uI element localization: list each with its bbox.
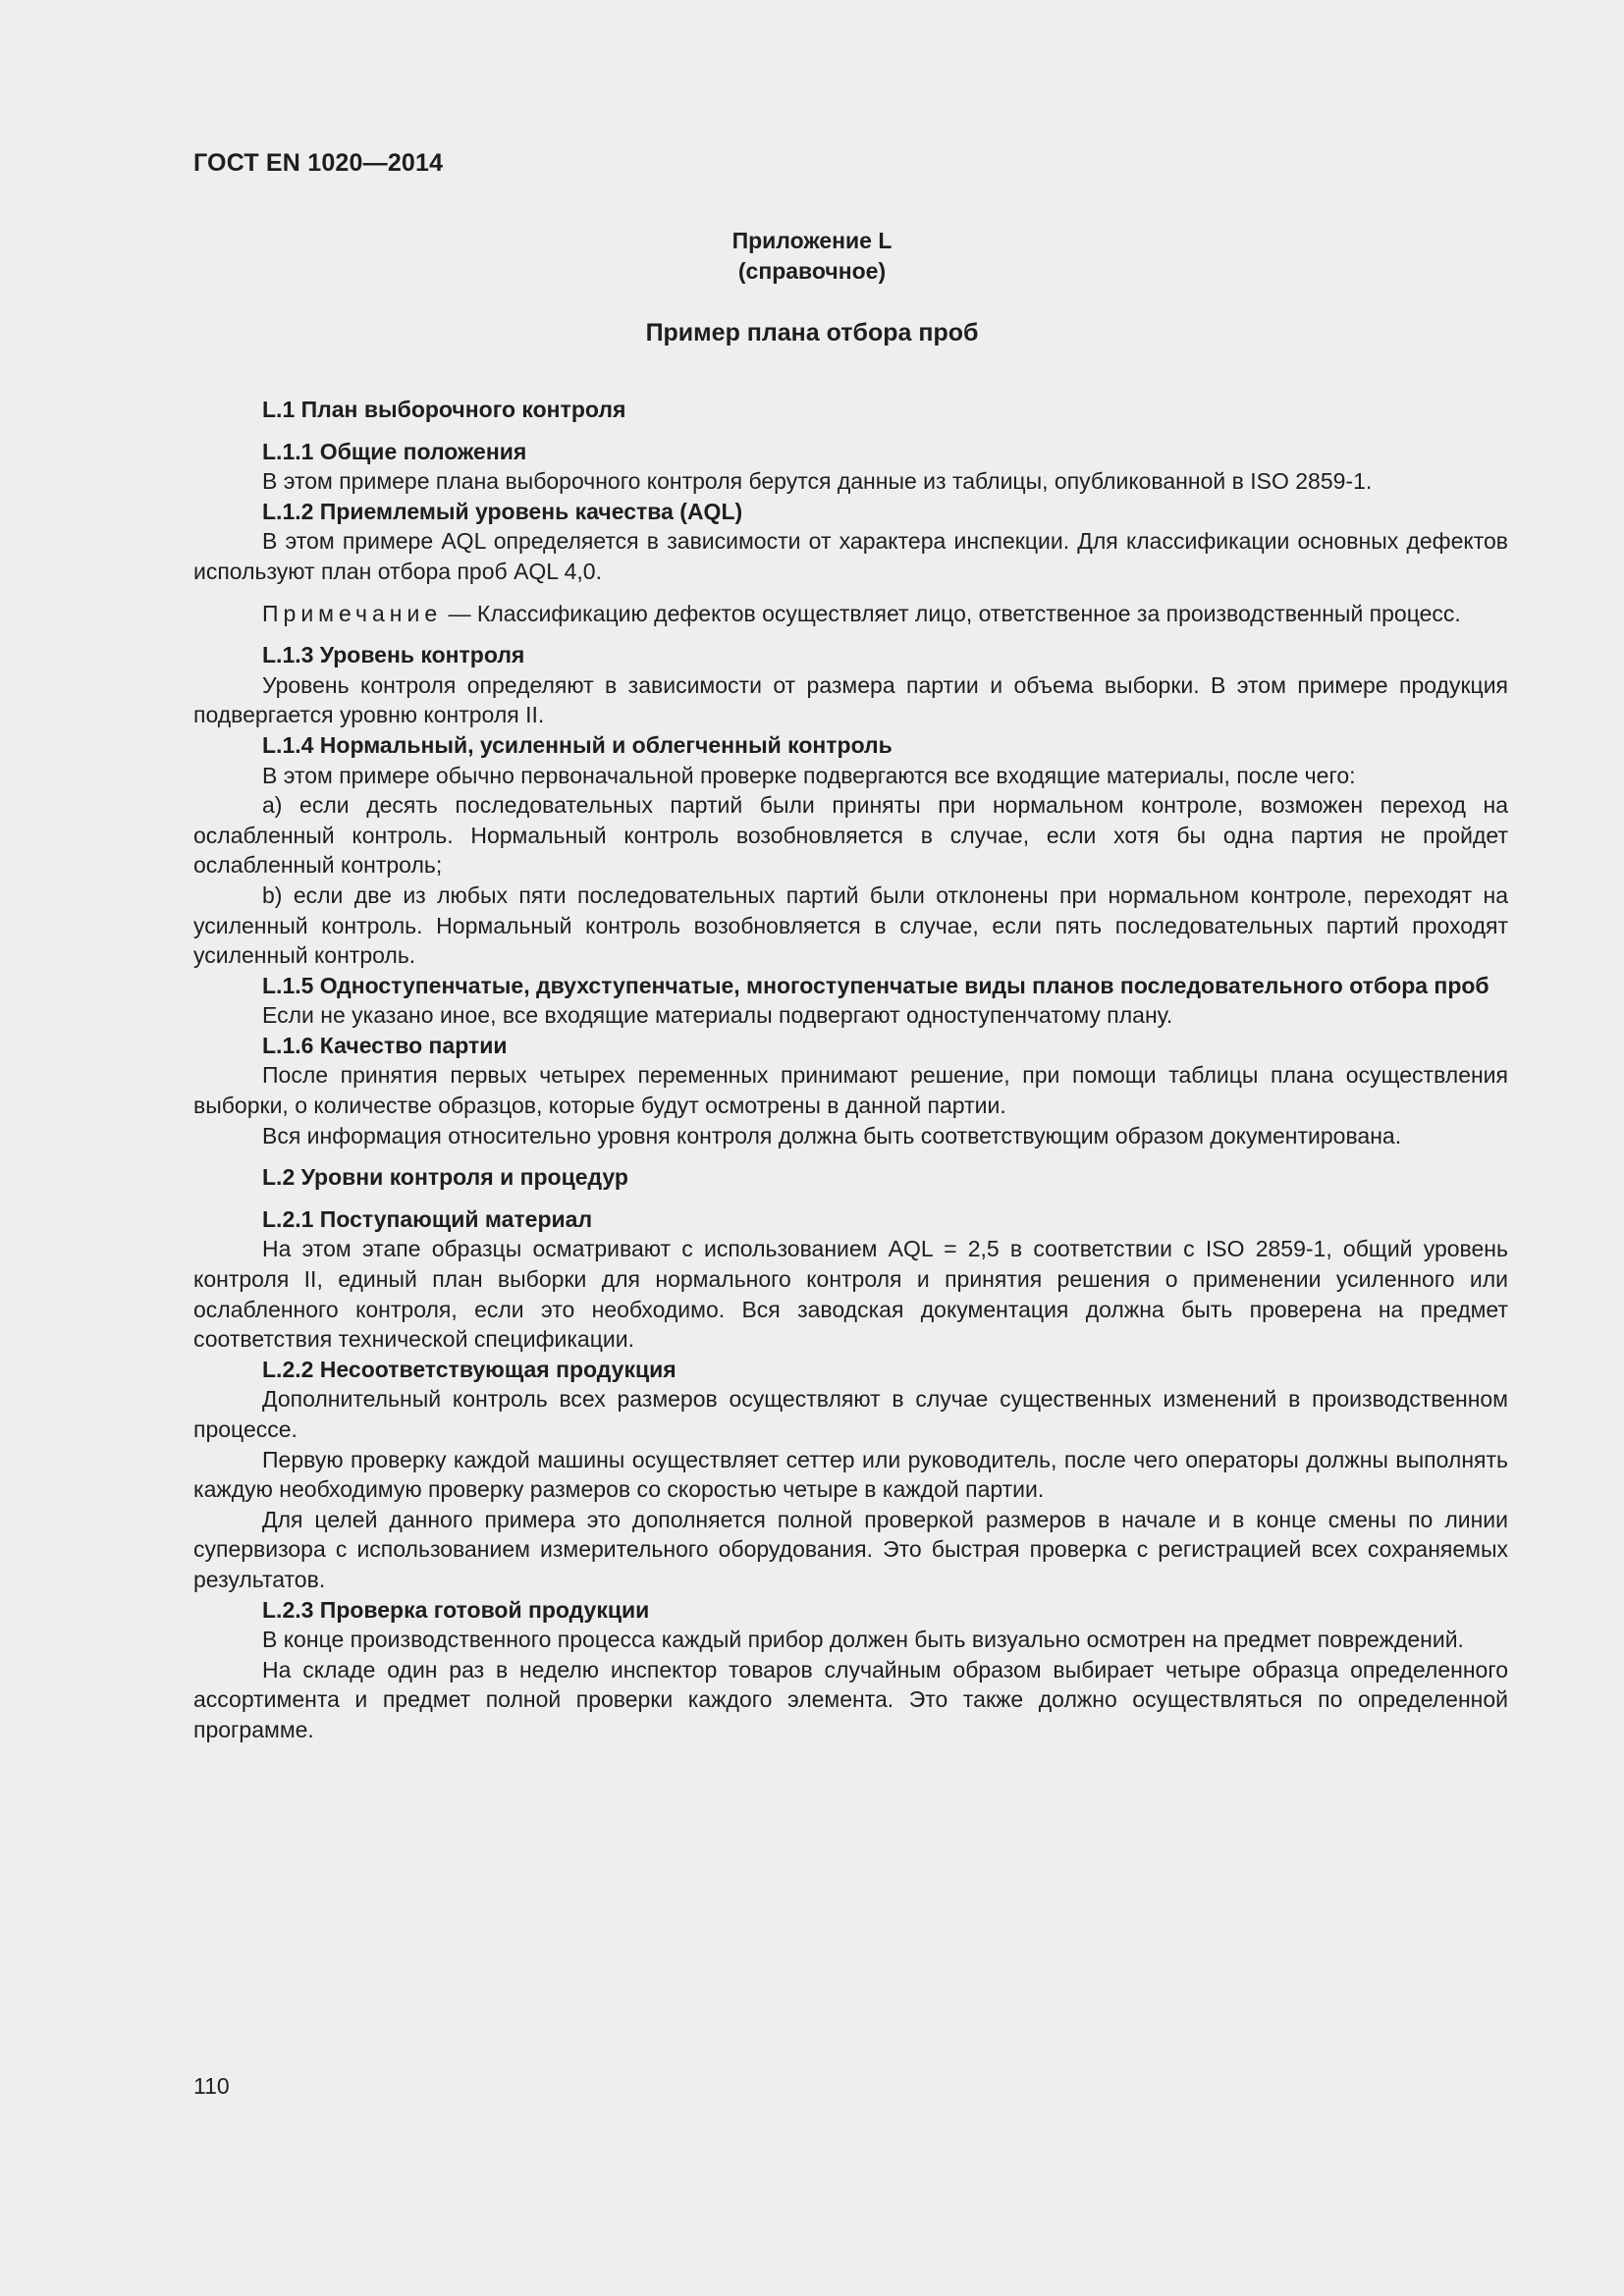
note	[193, 599, 1508, 629]
document-header: ГОСТ EN 1020—2014	[193, 149, 444, 177]
subsection-heading: L.2.1 Поступающий материал	[262, 1205, 593, 1232]
paragraph: В этом примере обычно первоначальной проверке подвергаются все входящие материалы, после чего:	[262, 762, 1356, 788]
paragraph: Если не указано иное, все входящие материалы подвергают одноступенчатому плану.	[262, 1002, 1173, 1029]
paragraph: Первую проверку каждой машины осуществляет сеттер или руководитель, после чего операторы должны выполнять каждую необходимую проверку размеров со скоростью четыре в каждой партии.	[193, 1446, 1508, 1503]
list-item: b) если две из любых пяти последовательных партий были отклонены при нормальном контроле, переходят на усиленный контроль. Нормальный контроль возобновляется в случае, если пять последовательных партий проходят усиленный контроль.	[193, 881, 1508, 969]
note-text: — Классификацию дефектов осуществляет лицо, ответственное за производственный процесс.	[442, 600, 1461, 626]
paragraph: После принятия первых четырех переменных принимают решение, при помощи таблицы плана осуществления выборки, о количестве образцов, которые будут осмотрены в данной партии.	[193, 1062, 1508, 1119]
annex-title: Пример плана отбора проб	[645, 319, 979, 347]
annex-label: Приложение L	[731, 228, 893, 253]
paragraph: Вся информация относительно уровня контроля должна быть соответствующим образом документирована.	[262, 1122, 1402, 1148]
subsection-heading: L.1.3 Уровень контроля	[262, 642, 525, 668]
paragraph: В этом примере плана выборочного контроля берутся данные из таблицы, опубликованной в ISO 2859-1.	[262, 468, 1373, 495]
subsection-heading: L.1.5 Одноступенчатые, двухступенчатые, многоступенчатые виды планов последовательного отбора проб	[262, 972, 1489, 998]
subsection-heading: L.1.6 Качество партии	[262, 1032, 508, 1058]
list-item: a) если десять последовательных партий были приняты при нормальном контроле, возможен переход на ослабленный контроль. Нормальный контроль возобновляется в случае, если хотя бы одна партия не пройдет ослабленный контроль;	[193, 792, 1508, 879]
subsection-heading: L.1.4 Нормальный, усиленный и облегченный контроль	[262, 731, 893, 758]
paragraph: Дополнительный контроль всех размеров осуществляют в случае существенных изменений в производственном процессе.	[193, 1386, 1508, 1442]
subsection-heading: L.2.2 Несоответствующая продукция	[262, 1356, 677, 1382]
paragraph: На складе один раз в неделю инспектор товаров случайным образом выбирает четыре образца определенного ассортимента и предмет полной проверки каждого элемента. Это также должно осуществляться по определенной программе.	[193, 1656, 1508, 1742]
annex-status: (справочное)	[737, 258, 887, 284]
paragraph: В конце производственного процесса каждый прибор должен быть визуально осмотрен на предмет повреждений.	[262, 1627, 1464, 1653]
note-label: Примечание	[262, 600, 443, 626]
section-heading: L.1 План выборочного контроля	[262, 397, 626, 422]
annex-heading	[0, 226, 1624, 287]
subsection-heading: L.2.3 Проверка готовой продукции	[262, 1596, 650, 1623]
paragraph: В этом примере AQL определяется в зависимости от характера инспекции. Для классификации основных дефектов используют план отбора проб AQL 4,0.	[193, 528, 1508, 584]
subsection-heading: L.1.2 Приемлемый уровень качества (AQL)	[262, 498, 743, 524]
page-number: 110	[193, 2073, 230, 2099]
document-body	[193, 395, 1508, 1745]
paragraph: Уровень контроля определяют в зависимости от размера партии и объема выборки. В этом примере продукция подвергается уровню контроля II.	[193, 671, 1508, 728]
paragraph: На этом этапе образцы осматривают с использованием AQL = 2,5 в соответствии с ISO 2859-1, общий уровень контроля II, единый план выборки для нормального контроля и принятия решения о применении усиленного или ослабленного контроля, если это необходимо. Вся заводская документация должна быть проверена на предмет соответствия технической спецификации.	[193, 1236, 1508, 1353]
paragraph: Для целей данного примера это дополняется полной проверкой размеров в начале и в конце смены по линии супервизора с использованием измерительного оборудования. Это быстрая проверка с регистрацией всех сохраняемых результатов.	[193, 1506, 1508, 1592]
section-heading: L.2 Уровни контроля и процедур	[262, 1164, 628, 1191]
subsection-heading: L.1.1 Общие положения	[262, 438, 527, 464]
